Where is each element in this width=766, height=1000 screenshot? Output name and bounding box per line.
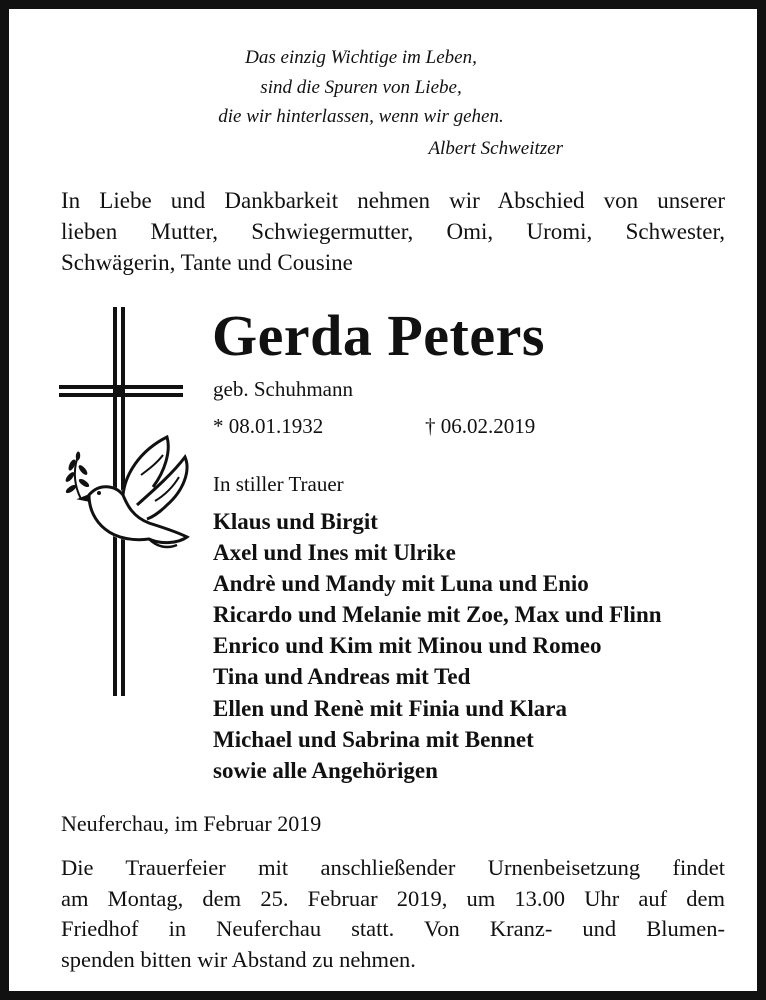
intro-text [61,185,725,278]
mourning-intro: In stiller Trauer [213,472,344,496]
intro-line: Schwägerin, Tante und Cousine [61,250,353,275]
list-item: Ellen und Renè mit Finia und Klara [213,695,568,721]
birth-date: * 08.01.1932 [213,414,324,438]
intro-line: lieben Mutter, Schwiegermutter, Omi, Uromi, Schwester, [61,219,725,244]
quote-line: die wir hinterlassen, wenn wir gehen. [218,106,504,127]
funeral-notice [61,853,725,975]
list-item: sowie alle Angehörigen [213,757,438,783]
notice-line: am Montag, dem 25. Februar 2019, um 13.00 Uhr auf dem [61,885,725,911]
list-item: Klaus und Birgit [213,509,378,534]
dove-with-olive-branch-icon [64,435,189,547]
intro-line: In Liebe und Dankbarkeit nehmen wir Abschied von unserer [61,188,725,213]
list-item: Andrè und Mandy mit Luna und Enio [213,571,589,597]
notice-line: Friedhof in Neuferchau statt. Von Kranz- und Blumen- [61,916,725,941]
born-name: geb. Schuhmann [213,377,353,401]
notice-line: Die Trauerfeier mit anschließender Urnenbeisetzung findet [61,855,725,880]
memorial-quote [159,43,563,163]
notice-line: spenden bitten wir Abstand zu nehmen. [61,946,416,972]
deceased-name: Gerda Peters [212,303,545,368]
quote-author: Albert Schweitzer [428,137,563,159]
list-item: Axel und Ines mit Ulrike [213,540,456,566]
mourners-list [213,506,662,786]
cross-with-dove [57,305,197,700]
death-date: † 06.02.2019 [425,414,536,438]
place-and-date: Neuferchau, im Februar 2019 [61,811,322,836]
quote-line: sind die Spuren von Liebe, [260,76,462,98]
list-item: Michael und Sabrina mit Bennet [213,726,534,752]
list-item: Ricardo und Melanie mit Zoe, Max und Flinn [213,602,662,628]
quote-line: Das einzig Wichtige im Leben, [245,47,477,68]
list-item: Enrico und Kim mit Minou und Romeo [213,633,602,659]
cross-icon [57,305,197,700]
list-item: Tina und Andreas mit Ted [213,664,471,690]
